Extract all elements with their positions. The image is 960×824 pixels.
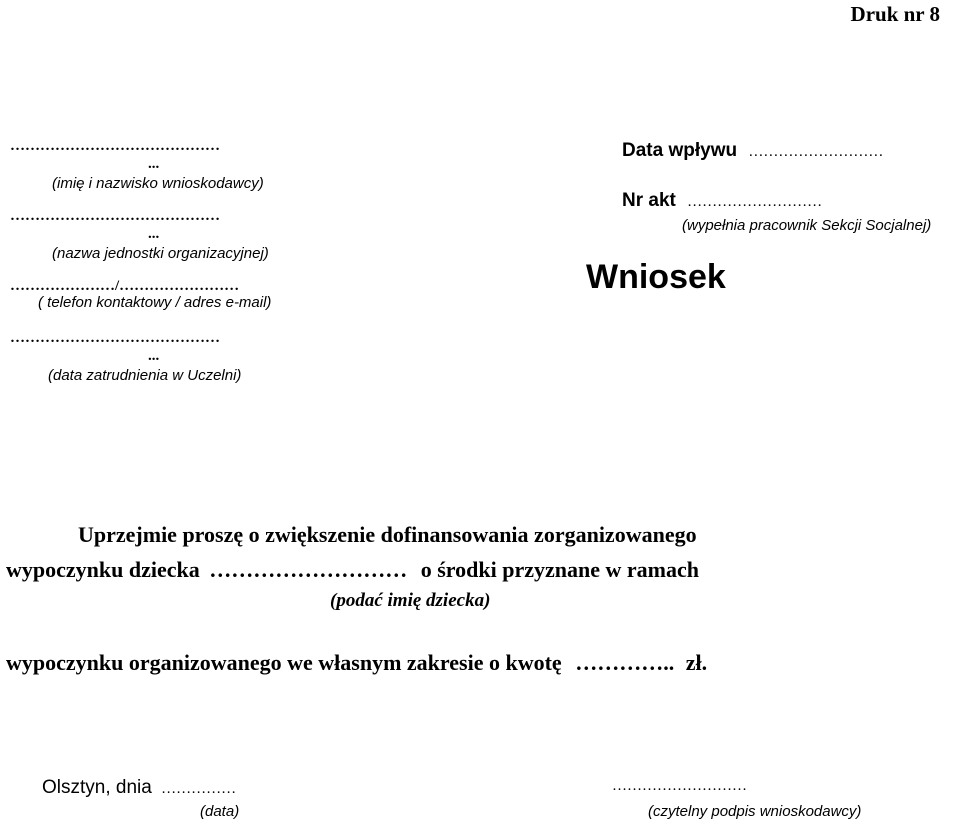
contact-caption: ( telefon kontaktowy / adres e-mail): [38, 294, 272, 311]
place-date-label: Olsztyn, dnia: [42, 777, 152, 798]
employment-date-dots-cont: ...: [148, 348, 160, 364]
signature-dots: ………………………: [612, 778, 747, 794]
date-caption: (data): [200, 803, 240, 820]
request-line-3: wypoczynku organizowanego we własnym zakresie o kwotę: [6, 650, 562, 675]
applicant-name-dots: ……………………………………: [10, 138, 220, 154]
employment-date-caption: (data zatrudnienia w Uczelni): [48, 367, 242, 384]
unit-name-dots: ……………………………………: [10, 208, 220, 224]
contact-dots: …………………/……………………: [10, 278, 240, 294]
place-date-dots: ……………: [161, 781, 237, 797]
applicant-name-dots-cont: ...: [148, 156, 160, 172]
form-number: Druk nr 8: [850, 2, 940, 26]
employment-date-dots: ……………………………………: [10, 330, 220, 346]
child-name-dots: ………………………: [209, 557, 408, 582]
signature-caption: (czytelny podpis wnioskodawcy): [648, 803, 862, 820]
request-line-2-start: wypoczynku dziecka: [6, 557, 200, 582]
document-title: Wniosek: [586, 258, 726, 296]
child-name-hint: (podać imię dziecka): [330, 590, 491, 611]
request-line-1: Uprzejmie proszę o zwiększenie dofinansowania zorganizowanego: [78, 522, 697, 547]
received-date-dots: ………………………: [748, 144, 884, 160]
unit-name-dots-cont: ...: [148, 226, 160, 242]
applicant-name-caption: (imię i nazwisko wnioskodawcy): [52, 175, 264, 192]
office-note: (wypełnia pracownik Sekcji Socjalnej): [682, 217, 932, 234]
request-line-2-end: o środki przyznane w ramach: [420, 557, 700, 582]
amount-dots: …………..: [575, 650, 675, 675]
unit-name-caption: (nazwa jednostki organizacyjnej): [52, 245, 269, 262]
received-date-label: Data wpływu: [622, 140, 738, 161]
file-number-dots: ………………………: [687, 194, 823, 210]
file-number-label: Nr akt: [622, 190, 676, 211]
currency-label: zł.: [685, 650, 708, 675]
